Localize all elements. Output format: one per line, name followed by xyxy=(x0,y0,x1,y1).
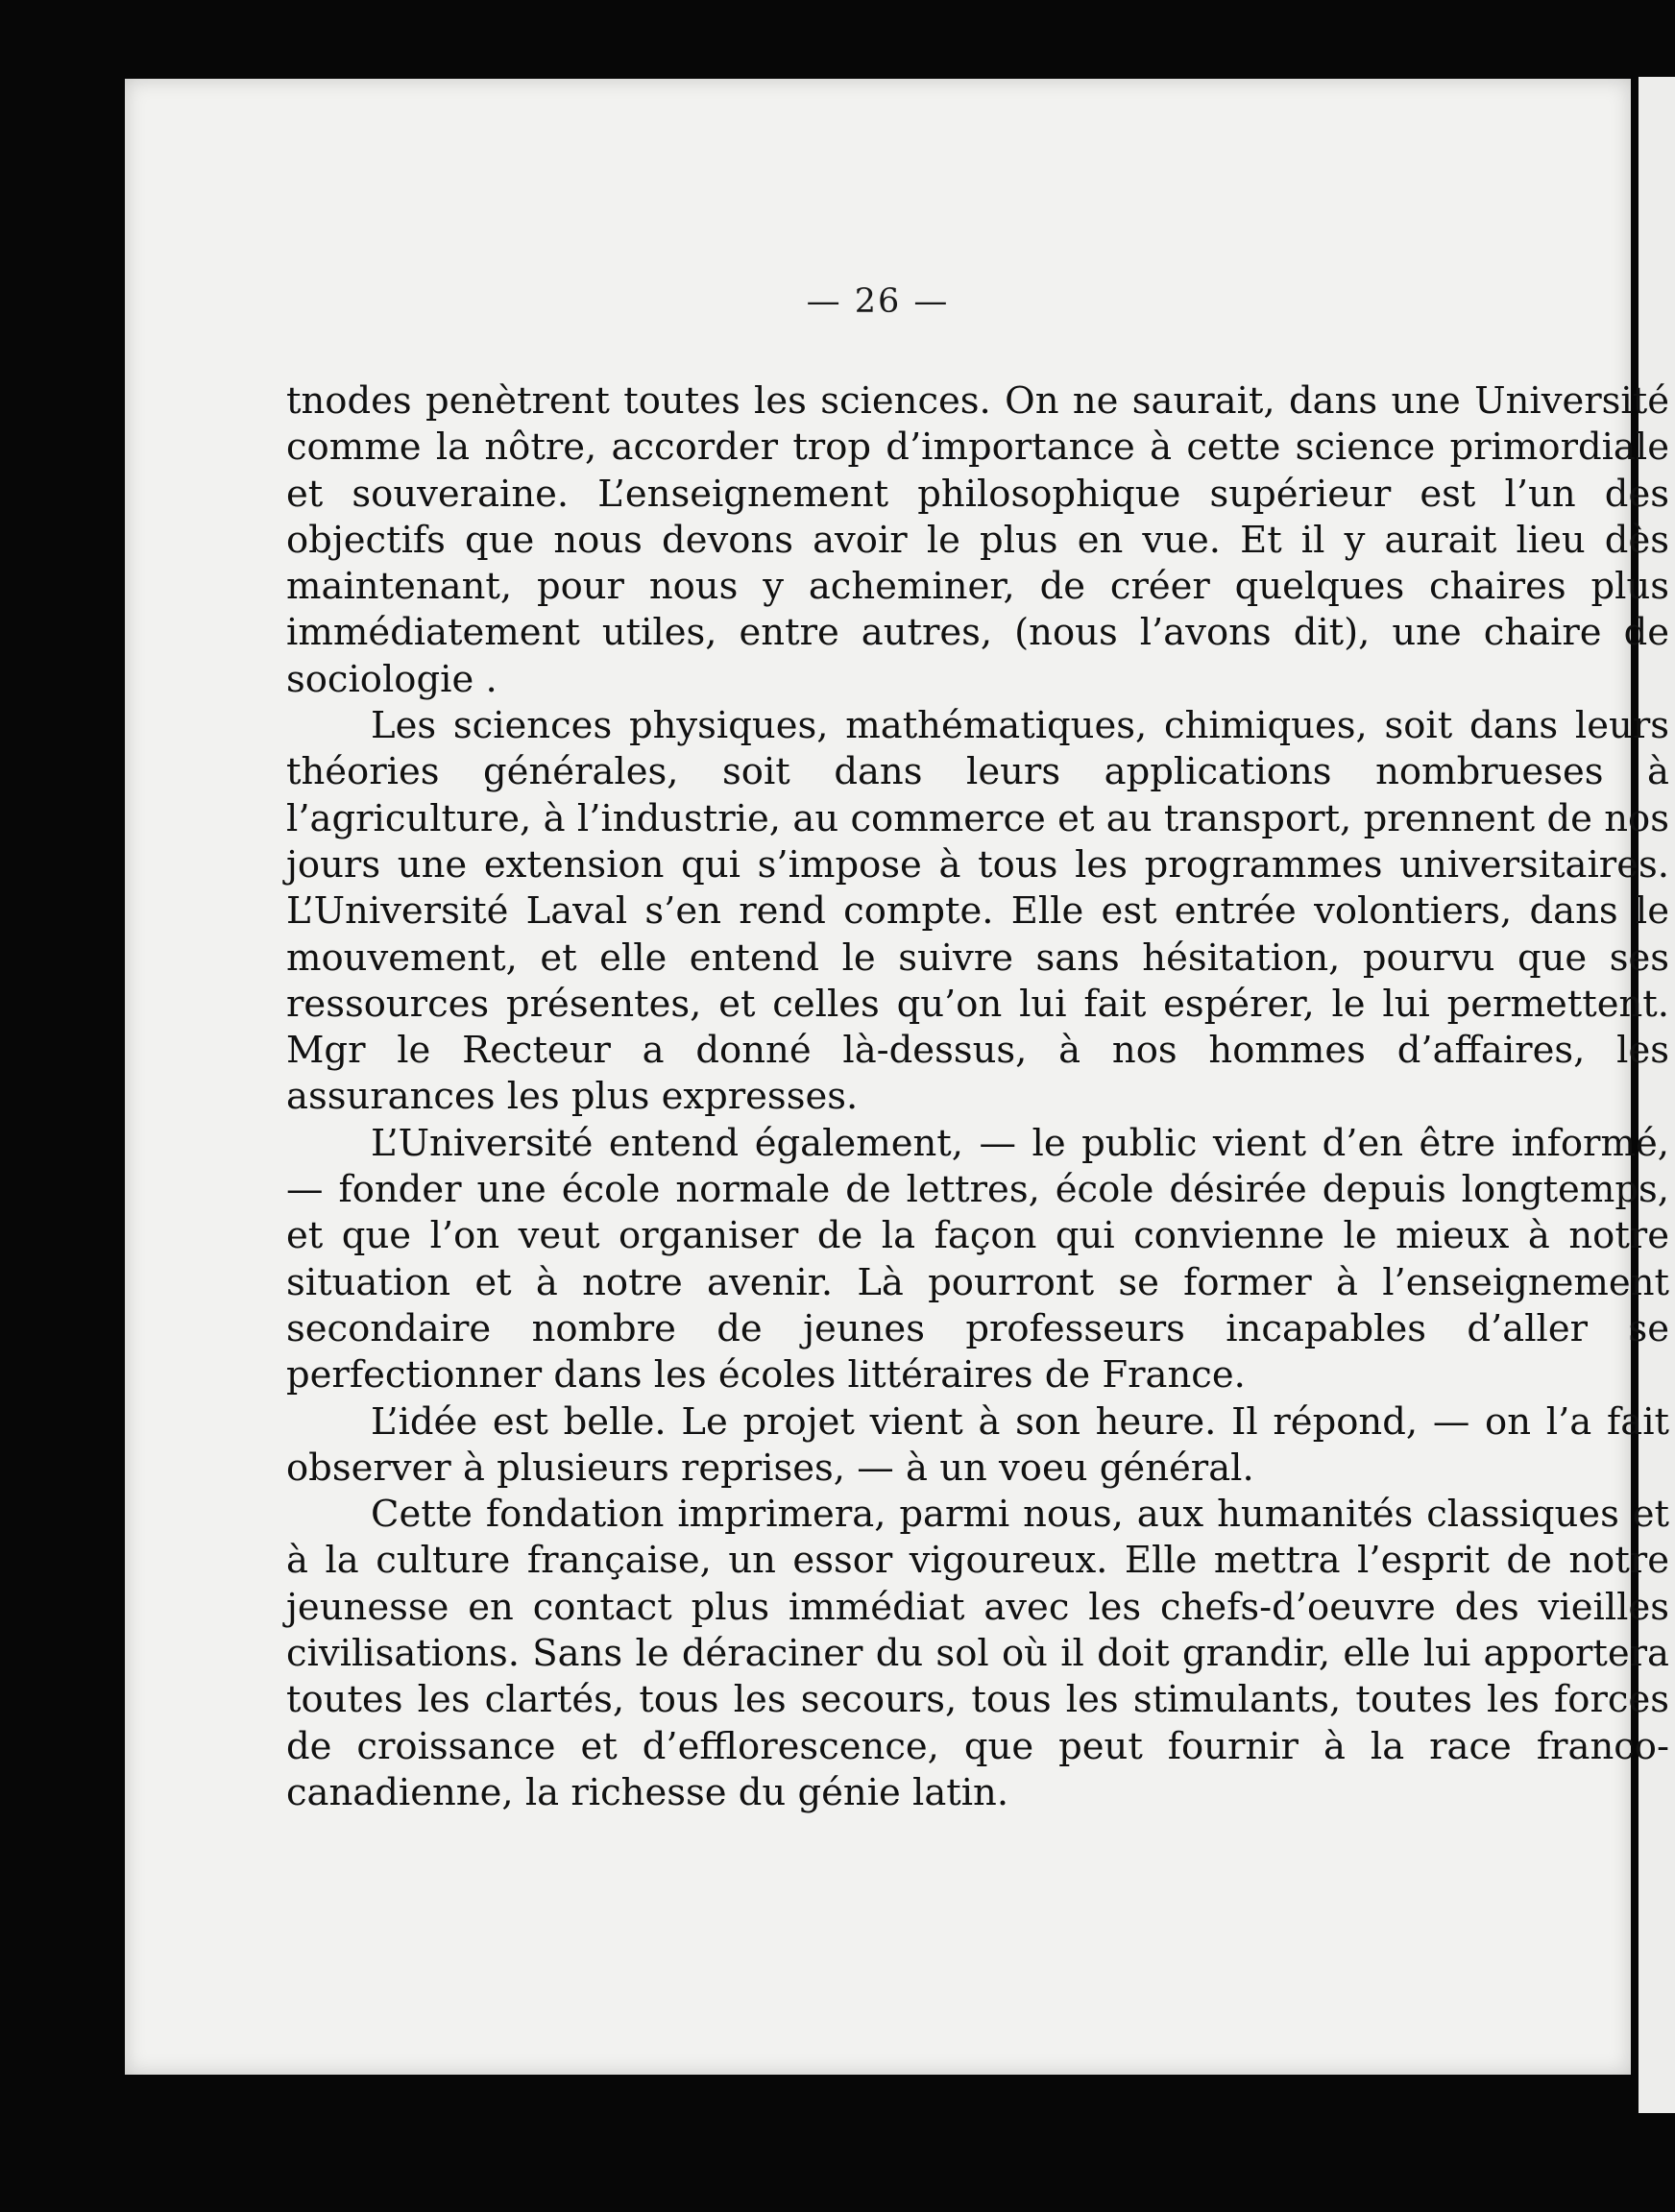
page-body-text xyxy=(286,378,1669,1816)
paragraph-3: L’Université entend également, — le public vient d’en être informé, — fonder une école normale de lettres, école désirée depuis longtemps, et que l’on veut organiser de la façon qui convienne le mieux à notre situation et à notre avenir. Là pourront se former à l’enseignement secondaire nombre de jeunes professeurs incapables d’aller se perfectionner dans les écoles littéraires de France. xyxy=(286,1121,1669,1398)
paragraph-1: tnodes penètrent toutes les sciences. On ne saurait, dans une Université comme la nôtre, accorder trop d’importance à cette science primordiale et souveraine. L’enseignement philosophique supérieur est l’un des objectifs que nous devons avoir le plus en vue. Et il y aurait lieu dès maintenant, pour nous y acheminer, de créer quelques chaires plus immédiatement utiles, entre autres, (nous l’avons dit), une chaire de sociologie . xyxy=(286,379,1669,701)
book-page xyxy=(125,79,1669,2075)
page-number: — 26 — xyxy=(806,282,950,321)
paragraph-4: L’idée est belle. Le projet vient à son heure. Il répond, — on l’a fait observer à plusieurs reprises, — à un voeu général. xyxy=(286,1399,1669,1490)
paragraph-5: Cette fondation imprimera, parmi nous, aux humanités classiques et à la culture française, un essor vigoureux. Elle mettra l’esprit de notre jeunesse en contact plus immédiat avec les chefs-d’oeuvre des vieilles civilisations. Sans le déraciner du sol où il doit grandir, elle lui apportera toutes les clartés, tous les secours, tous les stimulants, toutes les forces de croissance et d’efflorescence, que peut fournir à la race franco-canadienne, la richesse du génie latin. xyxy=(286,1493,1669,1814)
paragraph-2: Les sciences physiques, mathématiques, chimiques, soit dans leurs théories générales, soit dans leurs applications nombrueses à l’agriculture, à l’industrie, au commerce et au transport, prennent de nos jours une extension qui s’impose à tous les programmes universitaires. L’Université Laval s’en rend compte. Elle est entrée volontiers, dans le mouvement, et elle entend le suivre sans hésitation, pourvu que ses ressources présentes, et celles qu’on lui fait espérer, le lui permettent. Mgr le Recteur a donné là-dessus, à nos hommes d’affaires, les assurances les plus expresses. xyxy=(286,704,1669,1119)
